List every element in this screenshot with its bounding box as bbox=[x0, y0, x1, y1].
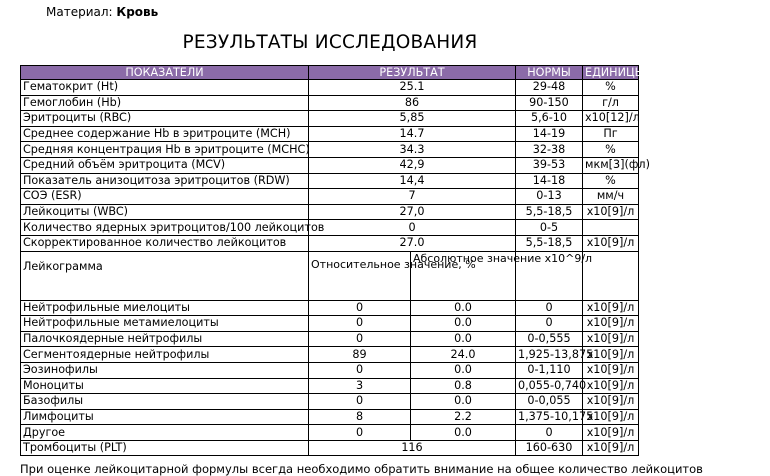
param-name: Среднее содержание Hb в эритроците (MCH) bbox=[21, 126, 309, 142]
leukocyte-absolute: 0.0 bbox=[411, 425, 516, 441]
table-header-row bbox=[21, 66, 639, 80]
table-row bbox=[21, 362, 639, 378]
leukocyte-norm: 0-0,055 bbox=[516, 394, 583, 410]
param-units: мкм[3](фл) bbox=[583, 157, 639, 173]
leukocyte-relative: 0 bbox=[309, 362, 411, 378]
param-units: x10[12]/л bbox=[583, 111, 639, 127]
param-norm: 32-38 bbox=[516, 142, 583, 158]
param-name: Эритроциты (RBC) bbox=[21, 111, 309, 127]
header-units: ЕДИНИЦЫ bbox=[583, 66, 639, 80]
leukocyte-name: Сегментоядерные нейтрофилы bbox=[21, 347, 309, 363]
param-units bbox=[583, 220, 639, 236]
leukocyte-norm: 0 bbox=[516, 316, 583, 332]
table-row bbox=[21, 204, 639, 220]
table-row bbox=[21, 440, 639, 456]
leukocyte-absolute: 0.0 bbox=[411, 362, 516, 378]
param-result: 42,9 bbox=[309, 157, 516, 173]
param-name: Средний объём эритроцита (MCV) bbox=[21, 157, 309, 173]
leukocyte-units: x10[9]/л bbox=[583, 300, 639, 316]
table-row bbox=[21, 95, 639, 111]
page-title: РЕЗУЛЬТАТЫ ИССЛЕДОВАНИЯ bbox=[182, 32, 478, 53]
leukocyte-relative: 0 bbox=[309, 394, 411, 410]
leukocyte-absolute: 0.0 bbox=[411, 331, 516, 347]
leukocyte-norm: 0-1,110 bbox=[516, 362, 583, 378]
param-norm: 5,5-18,5 bbox=[516, 235, 583, 251]
param-result: 14.7 bbox=[309, 126, 516, 142]
param-result: 27,0 bbox=[309, 204, 516, 220]
leukocyte-units: x10[9]/л bbox=[583, 347, 639, 363]
leukocyte-name: Моноциты bbox=[21, 378, 309, 394]
leukocyte-units: x10[9]/л bbox=[583, 331, 639, 347]
param-units: Пг bbox=[583, 126, 639, 142]
param-result: 34.3 bbox=[309, 142, 516, 158]
table-row bbox=[21, 80, 639, 96]
header-norm: НОРМЫ bbox=[516, 66, 583, 80]
leukocyte-relative: 8 bbox=[309, 409, 411, 425]
param-norm: 5,6-10 bbox=[516, 111, 583, 127]
leukocyte-absolute: 0.0 bbox=[411, 394, 516, 410]
param-result: 27.0 bbox=[309, 235, 516, 251]
leukocyte-relative: 3 bbox=[309, 378, 411, 394]
leukogram-title: Лейкограмма bbox=[21, 251, 309, 300]
param-units: x10[9]/л bbox=[583, 235, 639, 251]
leukocyte-relative: 0 bbox=[309, 300, 411, 316]
table-row bbox=[21, 235, 639, 251]
table-row bbox=[21, 126, 639, 142]
param-result: 116 bbox=[309, 440, 516, 456]
leukogram-header-row bbox=[21, 251, 639, 300]
leukocyte-norm: 1,925-13,875 bbox=[516, 347, 583, 363]
param-name: Средняя концентрация Hb в эритроците (MCHC) bbox=[21, 142, 309, 158]
param-result: 7 bbox=[309, 189, 516, 205]
leukocyte-absolute: 0.0 bbox=[411, 300, 516, 316]
param-norm: 0-13 bbox=[516, 189, 583, 205]
leukocyte-name: Базофилы bbox=[21, 394, 309, 410]
param-name: СОЭ (ESR) bbox=[21, 189, 309, 205]
leukocyte-units: x10[9]/л bbox=[583, 316, 639, 332]
table-row bbox=[21, 111, 639, 127]
leukocyte-relative: 0 bbox=[309, 331, 411, 347]
param-result: 14,4 bbox=[309, 173, 516, 189]
footer-note: При оценке лейкоцитарной формулы всегда необходимо обратить внимание на общее количество лейкоцитов bbox=[20, 462, 703, 476]
param-norm: 0-5 bbox=[516, 220, 583, 236]
param-units: % bbox=[583, 173, 639, 189]
header-param: ПОКАЗАТЕЛИ bbox=[21, 66, 309, 80]
param-name: Скорректированное количество лейкоцитов bbox=[21, 235, 309, 251]
param-result: 5,85 bbox=[309, 111, 516, 127]
table-row bbox=[21, 378, 639, 394]
table-row bbox=[21, 300, 639, 316]
param-norm: 39-53 bbox=[516, 157, 583, 173]
leukocyte-relative: 89 bbox=[309, 347, 411, 363]
leukocyte-name: Нейтрофильные миелоциты bbox=[21, 300, 309, 316]
leukocyte-units: x10[9]/л bbox=[583, 409, 639, 425]
param-name: Количество ядерных эритроцитов/100 лейкоцитов bbox=[21, 220, 309, 236]
leukocyte-name: Нейтрофильные метамиелоциты bbox=[21, 316, 309, 332]
param-result: 86 bbox=[309, 95, 516, 111]
leukocyte-absolute: 24.0 bbox=[411, 347, 516, 363]
table-row bbox=[21, 394, 639, 410]
leukocyte-norm: 0 bbox=[516, 300, 583, 316]
leukocyte-name: Эозинофилы bbox=[21, 362, 309, 378]
param-units: г/л bbox=[583, 95, 639, 111]
leukocyte-absolute: 2.2 bbox=[411, 409, 516, 425]
leukocyte-absolute: 0.8 bbox=[411, 378, 516, 394]
leukocyte-norm: 0 bbox=[516, 425, 583, 441]
param-name: Тромбоциты (PLT) bbox=[21, 440, 309, 456]
table-row bbox=[21, 173, 639, 189]
param-units: % bbox=[583, 80, 639, 96]
leukocyte-name: Палочкоядерные нейтрофилы bbox=[21, 331, 309, 347]
table-row bbox=[21, 316, 639, 332]
leukocyte-absolute: 0.0 bbox=[411, 316, 516, 332]
relative-value-header: Относительное значение, % bbox=[309, 251, 411, 300]
material-line bbox=[46, 4, 158, 20]
param-norm: 5,5-18,5 bbox=[516, 204, 583, 220]
param-name: Лейкоциты (WBC) bbox=[21, 204, 309, 220]
leukocyte-units: x10[9]/л bbox=[583, 362, 639, 378]
param-units: x10[9]/л bbox=[583, 440, 639, 456]
param-name: Показатель анизоцитоза эритроцитов (RDW) bbox=[21, 173, 309, 189]
material-label: Материал: bbox=[46, 5, 113, 19]
param-norm: 160-630 bbox=[516, 440, 583, 456]
table-row bbox=[21, 142, 639, 158]
param-units: % bbox=[583, 142, 639, 158]
table-row bbox=[21, 425, 639, 441]
leukocyte-name: Лимфоциты bbox=[21, 409, 309, 425]
param-norm: 14-19 bbox=[516, 126, 583, 142]
header-result: РЕЗУЛЬТАТ bbox=[309, 66, 516, 80]
param-norm: 14-18 bbox=[516, 173, 583, 189]
table-row bbox=[21, 189, 639, 205]
table-row bbox=[21, 220, 639, 236]
param-norm: 90-150 bbox=[516, 95, 583, 111]
param-norm: 29-48 bbox=[516, 80, 583, 96]
param-result: 0 bbox=[309, 220, 516, 236]
param-result: 25.1 bbox=[309, 80, 516, 96]
leukocyte-relative: 0 bbox=[309, 425, 411, 441]
absolute-value-header: Абсолютное значение x10^9/л bbox=[411, 251, 516, 300]
table-row bbox=[21, 157, 639, 173]
leukocyte-units: x10[9]/л bbox=[583, 394, 639, 410]
param-name: Гемоглобин (Hb) bbox=[21, 95, 309, 111]
table-row bbox=[21, 331, 639, 347]
leukocyte-norm: 0-0,555 bbox=[516, 331, 583, 347]
param-units: x10[9]/л bbox=[583, 204, 639, 220]
leukocyte-relative: 0 bbox=[309, 316, 411, 332]
results-table bbox=[20, 65, 650, 456]
leukocyte-norm: 0,055-0,740 bbox=[516, 378, 583, 394]
param-name: Гематокрит (Ht) bbox=[21, 80, 309, 96]
param-units: мм/ч bbox=[583, 189, 639, 205]
leukocyte-norm: 1,375-10,175 bbox=[516, 409, 583, 425]
table-row bbox=[21, 347, 639, 363]
leukocyte-name: Другое bbox=[21, 425, 309, 441]
leukocyte-units: x10[9]/л bbox=[583, 378, 639, 394]
leukocyte-units: x10[9]/л bbox=[583, 425, 639, 441]
table-row bbox=[21, 409, 639, 425]
material-value: Кровь bbox=[116, 5, 159, 19]
